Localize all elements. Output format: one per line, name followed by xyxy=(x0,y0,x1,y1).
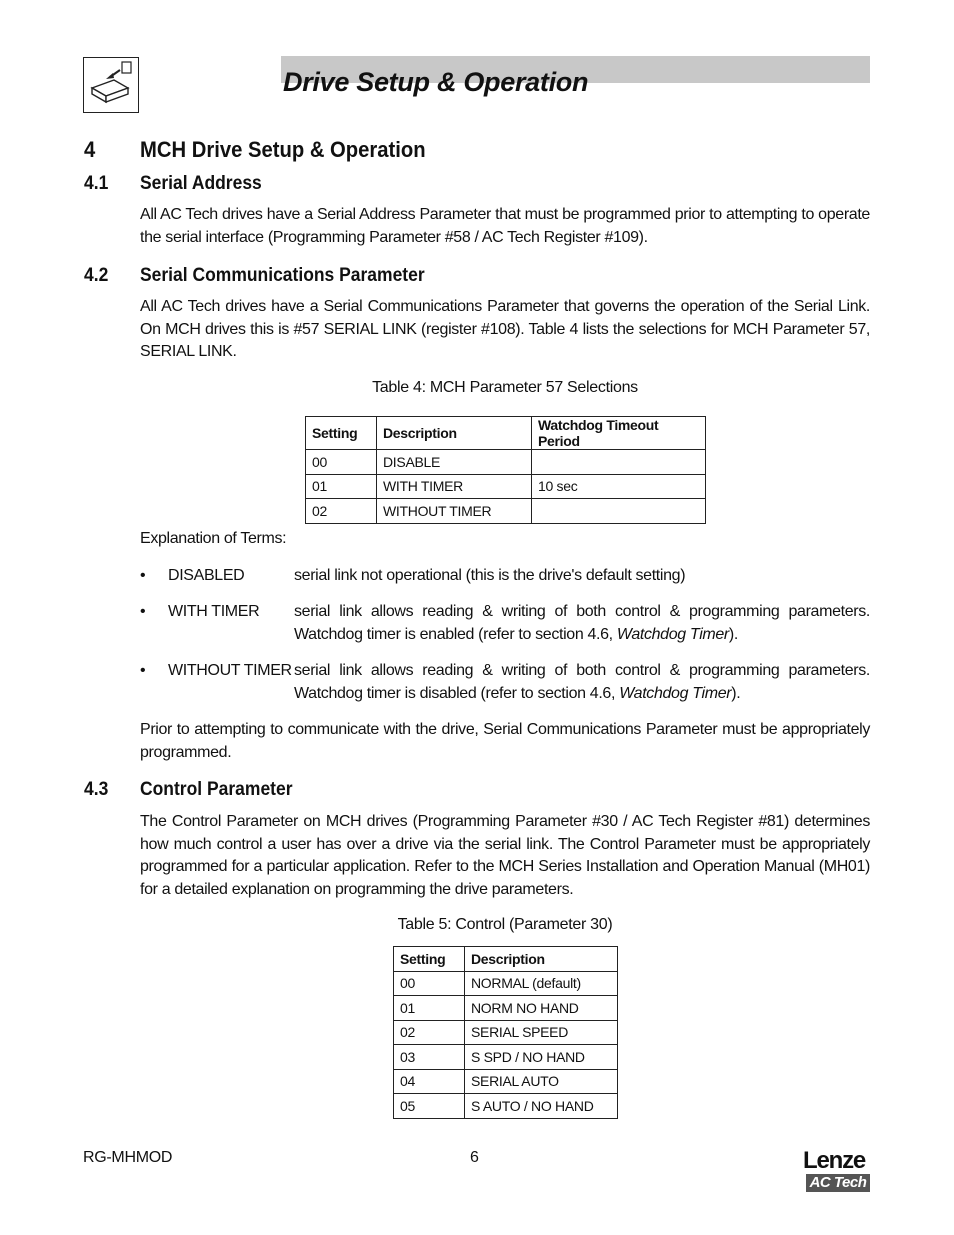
bullet: • xyxy=(140,662,146,679)
bullet: • xyxy=(140,603,146,620)
table-cell: WITHOUT TIMER xyxy=(377,499,532,524)
subsection-title: Serial Communications Parameter xyxy=(140,265,425,286)
lenze-logo: Lenze xyxy=(803,1147,866,1174)
section-reference: Watchdog Timer xyxy=(616,625,729,643)
table-cell: S SPD / NO HAND xyxy=(465,1045,618,1070)
bullet: • xyxy=(140,567,146,584)
table-row xyxy=(306,499,706,524)
page-header-title: Drive Setup & Operation xyxy=(283,67,589,97)
subsection-number: 4.2 xyxy=(84,265,109,286)
subsection-title: Control Parameter xyxy=(140,779,293,800)
page-number: 6 xyxy=(470,1149,479,1166)
section-number: 4 xyxy=(84,137,96,162)
table-row xyxy=(394,996,618,1021)
table-header-row xyxy=(306,417,706,450)
definition-text: ). xyxy=(728,625,738,643)
table-cell: 03 xyxy=(394,1045,465,1070)
table-cell xyxy=(532,499,706,524)
parameter-30-table xyxy=(393,946,618,1119)
paragraph: Prior to attempting to communicate with the drive, Serial Communications Parameter must be appropriately programmed. xyxy=(140,721,870,761)
section-title: MCH Drive Setup & Operation xyxy=(140,137,426,162)
column-header: Watchdog Timeout Period xyxy=(532,417,706,450)
table-cell: 00 xyxy=(306,450,377,475)
terms-intro: Explanation of Terms: xyxy=(140,530,287,547)
term-item xyxy=(140,601,870,647)
term: WITH TIMER xyxy=(168,603,260,620)
table-cell: 01 xyxy=(306,474,377,499)
definition-text: serial link allows reading & writing of both control & programming parameters. Watchdog timer is disabled (refer to section 4.6, xyxy=(294,662,870,702)
subsection-title: Serial Address xyxy=(140,173,262,194)
subsection-number: 4.1 xyxy=(84,173,109,194)
module-insert-icon xyxy=(83,57,139,113)
table-cell: NORM NO HAND xyxy=(465,996,618,1021)
table-cell: 10 sec xyxy=(532,474,706,499)
table-cell xyxy=(532,450,706,475)
actech-logo: AC Tech xyxy=(806,1174,870,1192)
table-cell: 01 xyxy=(394,996,465,1021)
section-reference: Watchdog Timer xyxy=(619,684,732,702)
table-cell: 00 xyxy=(394,971,465,996)
table-row xyxy=(306,474,706,499)
term-definition: serial link not operational (this is the drive's default setting) xyxy=(294,567,686,584)
paragraph: All AC Tech drives have a Serial Communications Parameter that governs the operation of the Serial Link. On MCH drives this is #57 SERIAL LINK (register #108). Table 4 lists the selections for MCH Parameter 57, SERIAL LINK. xyxy=(140,298,870,360)
table-caption: Table 5: Control (Parameter 30) xyxy=(397,916,613,933)
table-row xyxy=(394,1069,618,1094)
definition-text: serial link allows reading & writing of both control & programming parameters. Watchdog timer is enabled (refer to section 4.6, xyxy=(294,603,870,643)
parameter-57-table xyxy=(305,416,706,524)
term-definition xyxy=(294,660,870,705)
table-cell: DISABLE xyxy=(377,450,532,475)
term-item xyxy=(140,565,870,588)
table-header-row xyxy=(394,947,618,972)
term: WITHOUT TIMER xyxy=(168,662,292,679)
table-row xyxy=(394,1020,618,1045)
table-cell: WITH TIMER xyxy=(377,474,532,499)
definition-text: ). xyxy=(731,684,741,702)
table-cell: S AUTO / NO HAND xyxy=(465,1094,618,1119)
table-cell: SERIAL SPEED xyxy=(465,1020,618,1045)
table-row xyxy=(394,971,618,996)
table-cell: NORMAL (default) xyxy=(465,971,618,996)
table-cell: 02 xyxy=(394,1020,465,1045)
table-cell: 04 xyxy=(394,1069,465,1094)
column-header: Setting xyxy=(306,417,377,450)
table-cell: 02 xyxy=(306,499,377,524)
term: DISABLED xyxy=(168,567,245,584)
paragraph: The Control Parameter on MCH drives (Programming Parameter #30 / AC Tech Register #81) determines how much control a user has over a drive via the serial link. The Control Parameter must be appropriately programmed for a particular application. Refer to the MCH Series Installation and Operation Manual (MH01) for a detailed explanation on programming the drive parameters. xyxy=(140,813,870,898)
table-caption: Table 4: MCH Parameter 57 Selections xyxy=(372,379,638,396)
column-header: Description xyxy=(377,417,532,450)
table-cell: SERIAL AUTO xyxy=(465,1069,618,1094)
column-header: Description xyxy=(465,947,618,972)
subsection-number: 4.3 xyxy=(84,779,109,800)
paragraph: All AC Tech drives have a Serial Address Parameter that must be programmed prior to attempting to operate the serial interface (Programming Parameter #58 / AC Tech Register #109). xyxy=(140,206,870,246)
table-cell: 05 xyxy=(394,1094,465,1119)
term-item xyxy=(140,660,870,706)
document-id: RG-MHMOD xyxy=(83,1149,173,1166)
term-definition xyxy=(294,601,870,646)
table-row xyxy=(394,1094,618,1119)
table-row xyxy=(394,1045,618,1070)
column-header: Setting xyxy=(394,947,465,972)
table-row xyxy=(306,450,706,475)
